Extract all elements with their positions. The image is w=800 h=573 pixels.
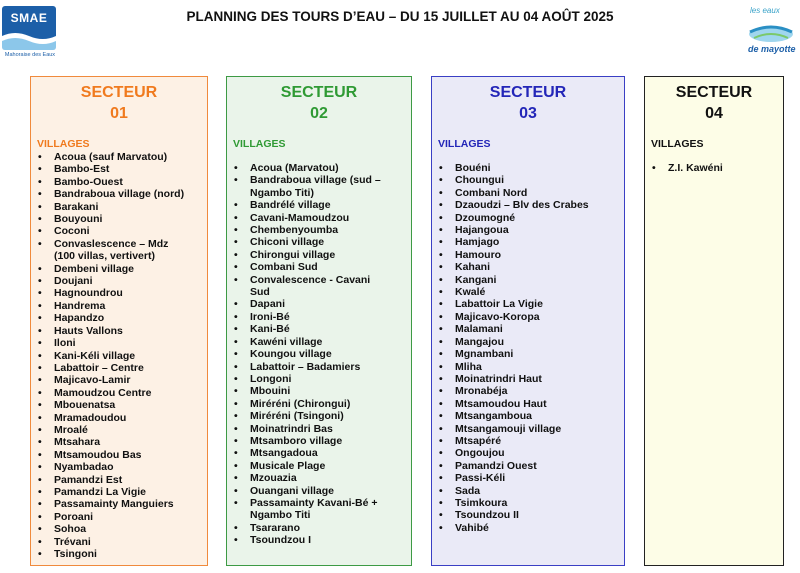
village-item: • Bandrélé village xyxy=(233,199,411,211)
village-item: • Bouéni xyxy=(438,162,624,174)
sector-02-panel xyxy=(226,76,412,566)
sector-number: 02 xyxy=(310,105,328,122)
villages-label: VILLAGES xyxy=(37,138,90,150)
village-item: • Acoua (Marvatou) xyxy=(233,162,411,174)
village-item: • Mronabéja xyxy=(438,385,624,397)
sector-title xyxy=(432,82,624,124)
village-item: • Mliha xyxy=(438,361,624,373)
village-item: • Sada xyxy=(438,485,624,497)
village-list xyxy=(227,162,411,547)
village-item: • Bandraboua village (sud – Ngambo Titi) xyxy=(233,174,411,199)
village-item: • Dzoumogné xyxy=(438,212,624,224)
sector-title xyxy=(227,82,411,124)
village-item: • Mtsangadoua xyxy=(233,447,411,459)
sector-title-label: SECTEUR xyxy=(489,84,567,101)
village-item: • Longoni xyxy=(233,373,411,385)
village-item: • Ouangani village xyxy=(233,485,411,497)
village-item: • Passamainty Kavani-Bé + Ngambo Titi xyxy=(233,497,411,522)
village-item: • Moinatrindri Bas xyxy=(233,423,411,435)
village-item: • Mtsamoudou Bas xyxy=(37,449,207,461)
village-item: • Dzaoudzi – Blv des Crabes xyxy=(438,199,624,211)
sector-title-label: SECTEUR xyxy=(80,84,158,101)
village-item: • Kangani xyxy=(438,274,624,286)
village-item: • Mangajou xyxy=(438,336,624,348)
village-item: • Mroalé xyxy=(37,424,207,436)
village-item: • Cavani-Mamoudzou xyxy=(233,212,411,224)
villages-label: VILLAGES xyxy=(438,138,491,150)
sector-title-label: SECTEUR xyxy=(675,84,753,101)
village-item: • Tsoundzou II xyxy=(438,509,624,521)
village-item: • Mramadoudou xyxy=(37,412,207,424)
village-item: • Convalescence - Cavani Sud xyxy=(233,274,411,299)
village-item: • Miréréni (Chirongui) xyxy=(233,398,411,410)
sector-number: 03 xyxy=(519,105,537,122)
village-item: • Doujani xyxy=(37,275,207,287)
village-item: • Malamani xyxy=(438,323,624,335)
village-item: • Bandraboua village (nord) xyxy=(37,188,207,200)
village-item: • Koungou village xyxy=(233,348,411,360)
village-item: • Pamandzi La Vigie xyxy=(37,486,207,498)
village-item: • Dapani xyxy=(233,298,411,310)
sector-title xyxy=(645,82,783,124)
village-item: • Mtsangamouji village xyxy=(438,423,624,435)
village-item: • Mgnambani xyxy=(438,348,624,360)
village-list xyxy=(432,162,624,534)
village-item: • Tsimkoura xyxy=(438,497,624,509)
sector-01-panel xyxy=(30,76,208,566)
smae-logo-tagline: Mahoraise des Eaux xyxy=(4,52,56,58)
wave-icon xyxy=(2,28,56,50)
village-item: • Kahani xyxy=(438,261,624,273)
village-item: • Hapandzo xyxy=(37,312,207,324)
sector-title-label: SECTEUR xyxy=(280,84,358,101)
village-item: • Pamandzi Est xyxy=(37,474,207,486)
village-item: • Majicavo-Lamir xyxy=(37,374,207,386)
village-list xyxy=(645,162,783,174)
village-item: • Mtsapéré xyxy=(438,435,624,447)
village-item: • Kawéni village xyxy=(233,336,411,348)
sector-03-panel xyxy=(431,76,625,566)
village-item: • Hamjago xyxy=(438,236,624,248)
village-item: • Musicale Plage xyxy=(233,460,411,472)
eaux-logo-line1: les eaux xyxy=(750,6,780,15)
village-item: • Chiconi village xyxy=(233,236,411,248)
village-item: • Moinatrindri Haut xyxy=(438,373,624,385)
village-item: • Mzouazia xyxy=(233,472,411,484)
village-item: • Bambo-Est xyxy=(37,163,207,175)
village-item: • Handrema xyxy=(37,300,207,312)
village-list xyxy=(31,151,207,560)
village-item: • Hamouro xyxy=(438,249,624,261)
village-item: • Mbouenatsa xyxy=(37,399,207,411)
village-item: • Acoua (sauf Marvatou) xyxy=(37,151,207,163)
villages-label: VILLAGES xyxy=(651,138,704,150)
village-item: • Combani Sud xyxy=(233,261,411,273)
village-item: • Miréréni (Tsingoni) xyxy=(233,410,411,422)
village-item: • Labattoir La Vigie xyxy=(438,298,624,310)
village-item: • Combani Nord xyxy=(438,187,624,199)
village-item: • Sohoa xyxy=(37,523,207,535)
village-item: • Hagnoundrou xyxy=(37,287,207,299)
village-item: • Vahibé xyxy=(438,522,624,534)
village-item: • Mtsamboro village xyxy=(233,435,411,447)
village-item: • Mtsangamboua xyxy=(438,410,624,422)
village-item: • Passi-Kéli xyxy=(438,472,624,484)
sector-title xyxy=(31,82,207,124)
sector-number: 01 xyxy=(110,105,128,122)
village-item: • Kani-Kéli village xyxy=(37,350,207,362)
village-item: • Ongoujou xyxy=(438,447,624,459)
village-item: • Passamainty Manguiers xyxy=(37,498,207,510)
village-item: • Tsararano xyxy=(233,522,411,534)
village-item: • Pamandzi Ouest xyxy=(438,460,624,472)
village-item: • Tsoundzou I xyxy=(233,534,411,546)
village-item: • Labattoir – Centre xyxy=(37,362,207,374)
sector-04-panel xyxy=(644,76,784,566)
village-item: • Choungui xyxy=(438,174,624,186)
village-item: • Tsingoni xyxy=(37,548,207,560)
village-item: • Kani-Bé xyxy=(233,323,411,335)
village-item: • Hajangoua xyxy=(438,224,624,236)
village-item: • Coconi xyxy=(37,225,207,237)
smae-logo-brand: SMAE xyxy=(10,11,48,25)
village-item: • Mtsamoudou Haut xyxy=(438,398,624,410)
village-item: • Nyambadao xyxy=(37,461,207,473)
village-item: • Dembeni village xyxy=(37,263,207,275)
village-item: • Mamoudzou Centre xyxy=(37,387,207,399)
eaux-logo-line2: de mayotte xyxy=(748,44,796,54)
village-item: • Hauts Vallons xyxy=(37,325,207,337)
village-item: • Majicavo-Koropa xyxy=(438,311,624,323)
village-item: • Barakani xyxy=(37,201,207,213)
village-item: • Mtsahara xyxy=(37,436,207,448)
village-item: • Mbouini xyxy=(233,385,411,397)
page-title: PLANNING DES TOURS D’EAU – DU 15 JUILLET AU 04 AOÛT 2025 xyxy=(186,9,614,24)
village-item: • Ironi-Bé xyxy=(233,311,411,323)
village-item: • Z.I. Kawéni xyxy=(651,162,783,174)
village-item: • Kwalé xyxy=(438,286,624,298)
village-item: • Iloni xyxy=(37,337,207,349)
village-item: • Bambo-Ouest xyxy=(37,176,207,188)
sector-number: 04 xyxy=(705,105,723,122)
villages-label: VILLAGES xyxy=(233,138,286,150)
village-item: • Bouyouni xyxy=(37,213,207,225)
village-item: • Chirongui village xyxy=(233,249,411,261)
village-item: • Chembenyoumba xyxy=(233,224,411,236)
village-item: • Labattoir – Badamiers xyxy=(233,361,411,373)
village-item: • Poroani xyxy=(37,511,207,523)
village-item: • Convaslescence – Mdz (100 villas, vertivert) xyxy=(37,238,207,263)
village-item: • Trévani xyxy=(37,536,207,548)
